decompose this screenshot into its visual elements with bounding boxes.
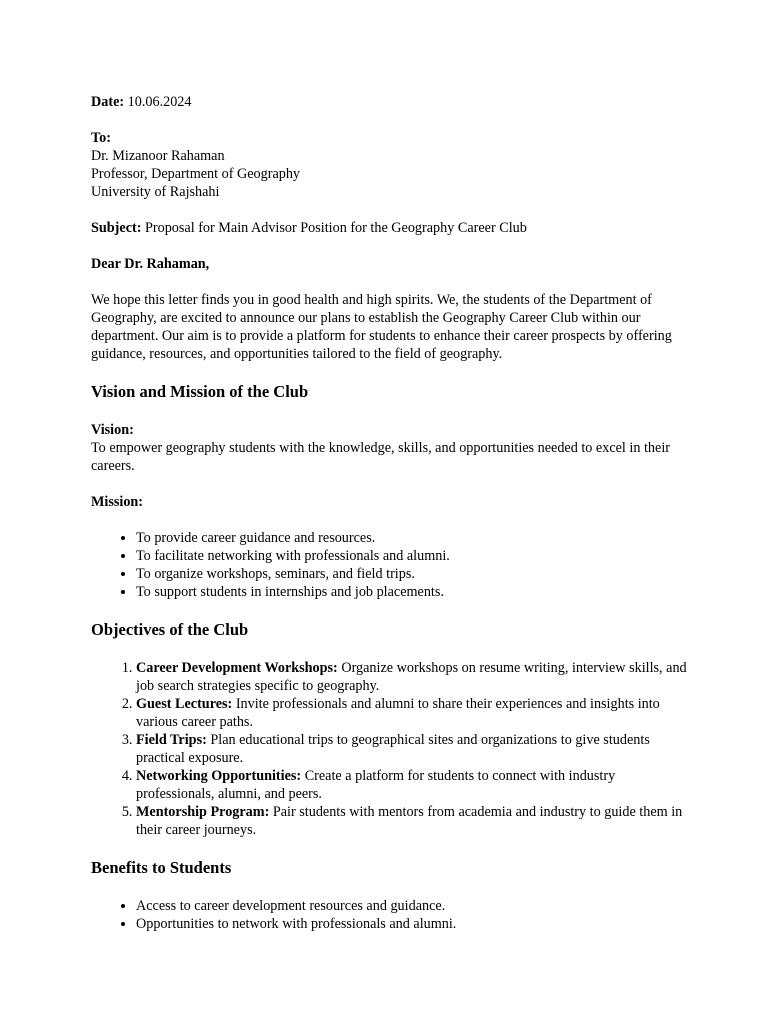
objective-title: Field Trips: (136, 732, 207, 748)
subject-label: Subject: (91, 220, 142, 236)
objective-item (136, 659, 691, 695)
recipient-name: Dr. Mizanoor Rahaman (91, 148, 225, 164)
intro-paragraph: We hope this letter finds you in good health and high spirits. We, the students of the Department of Geography, are excited to announce our plans to establish the Geography Career Club within our department. Our aim is to provide a platform for students to enhance their career prospects by offering guidance, resources, and opportunities tailored to the field of geography. (91, 292, 672, 362)
mission-label: Mission: (91, 494, 144, 510)
recipient-institution: University of Rajshahi (91, 184, 220, 200)
subject-line (91, 219, 691, 237)
recipient-title: Professor, Department of Geography (91, 166, 301, 182)
date-line (91, 93, 691, 111)
date-value: 10.06.2024 (127, 94, 192, 110)
objective-item (136, 695, 691, 731)
objective-item (136, 803, 691, 839)
objective-title: Networking Opportunities: (136, 768, 302, 784)
objective-text: Plan educational trips to geographical sites and organizations to give students practical exposure. (136, 732, 650, 766)
recipient-block (91, 129, 691, 201)
benefits-heading: Benefits to Students (91, 858, 232, 877)
benefit-item: • Access to career development resources and guidance. (136, 897, 691, 915)
benefits-list (91, 897, 691, 933)
objective-text: Organize workshops on resume writing, interview skills, and job search strategies specific to geography. (136, 660, 687, 694)
mission-item: • To support students in internships and job placements. (136, 583, 691, 601)
mission-item: • To organize workshops, seminars, and field trips. (136, 565, 691, 583)
letter-page (91, 93, 691, 933)
objective-title: Guest Lectures: (136, 696, 233, 712)
subject-value: Proposal for Main Advisor Position for the Geography Career Club (145, 220, 527, 236)
mission-item: • To provide career guidance and resources. (136, 529, 691, 547)
objective-title: Mentorship Program: (136, 804, 270, 820)
date-label: Date: (91, 94, 125, 110)
objective-text: Invite professionals and alumni to share their experiences and insights into various career paths. (136, 696, 660, 730)
mission-item: • To facilitate networking with professionals and alumni. (136, 547, 691, 565)
objective-text: Pair students with mentors from academia and industry to guide them in their career journeys. (136, 804, 683, 838)
objective-text: Create a platform for students to connect with industry professionals, alumni, and peers. (136, 768, 616, 802)
objectives-list (91, 659, 691, 839)
objective-title: Career Development Workshops: (136, 660, 338, 676)
benefit-item: • Opportunities to network with professionals and alumni. (136, 915, 691, 933)
vision-text: To empower geography students with the knowledge, skills, and opportunities needed to excel in their careers. (91, 440, 670, 474)
salutation: Dear Dr. Rahaman, (91, 256, 210, 272)
mission-list (91, 529, 691, 601)
to-label: To: (91, 130, 111, 146)
vision-label: Vision: (91, 422, 134, 438)
objective-item (136, 767, 691, 803)
objective-item (136, 731, 691, 767)
vision-mission-heading: Vision and Mission of the Club (91, 382, 309, 401)
objectives-heading: Objectives of the Club (91, 620, 249, 639)
